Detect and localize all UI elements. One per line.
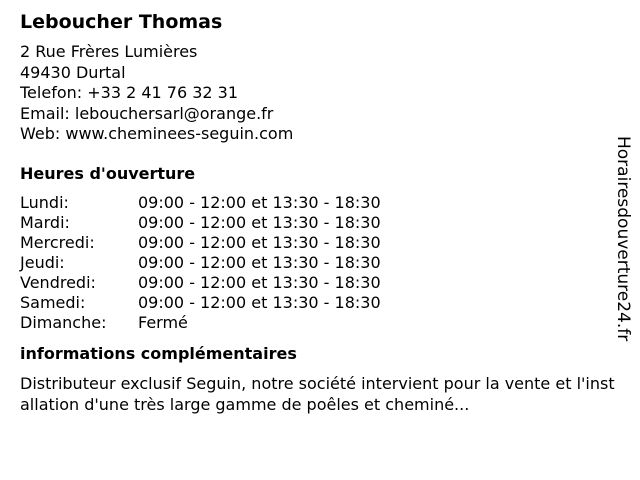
email-line: Email: lebouchersarl@orange.fr: [20, 103, 274, 123]
postal-city: 49430 Durtal: [20, 62, 126, 82]
day-hours: 09:00 - 12:00 et 13:30 - 18:30: [138, 252, 381, 272]
day-label: Lundi:: [20, 192, 69, 212]
hours-row-tuesday: [20, 213, 381, 233]
opening-hours-table: [20, 193, 381, 333]
site-watermark: Horairesdouverture24.fr: [613, 136, 633, 342]
street-address: 2 Rue Frères Lumières: [20, 42, 198, 61]
hours-row-monday: [20, 193, 381, 213]
additional-info-text: Distributeur exclusif Seguin, notre société intervient pour la vente et l'installation d'une très large gamme de poêles et cheminé...: [20, 373, 615, 414]
day-hours: 09:00 - 12:00 et 13:30 - 18:30: [138, 232, 381, 252]
day-hours: Fermé: [138, 312, 188, 332]
additional-info-title: informations complémentaires: [20, 343, 297, 363]
phone-line: Telefon: +33 2 41 76 32 31: [20, 83, 239, 102]
business-name: Leboucher Thomas: [20, 11, 223, 33]
day-hours: 09:00 - 12:00 et 13:30 - 18:30: [138, 272, 381, 292]
day-hours: 09:00 - 12:00 et 13:30 - 18:30: [138, 192, 381, 212]
day-hours: 09:00 - 12:00 et 13:30 - 18:30: [138, 292, 381, 312]
opening-hours-title: Heures d'ouverture: [20, 163, 196, 183]
hours-row-thursday: [20, 253, 381, 273]
day-label: Jeudi:: [20, 252, 65, 272]
business-card: [20, 10, 620, 415]
day-label: Vendredi:: [20, 272, 96, 292]
contact-block: [20, 42, 620, 145]
hours-row-wednesday: [20, 233, 381, 253]
hours-row-friday: [20, 273, 381, 293]
day-label: Dimanche:: [20, 312, 107, 332]
day-label: Samedi:: [20, 292, 86, 312]
day-label: Mardi:: [20, 212, 70, 232]
hours-row-saturday: [20, 293, 381, 313]
day-label: Mercredi:: [20, 232, 95, 252]
hours-row-sunday: [20, 313, 381, 333]
day-hours: 09:00 - 12:00 et 13:30 - 18:30: [138, 212, 381, 232]
website-line: Web: www.cheminees-seguin.com: [20, 124, 294, 143]
